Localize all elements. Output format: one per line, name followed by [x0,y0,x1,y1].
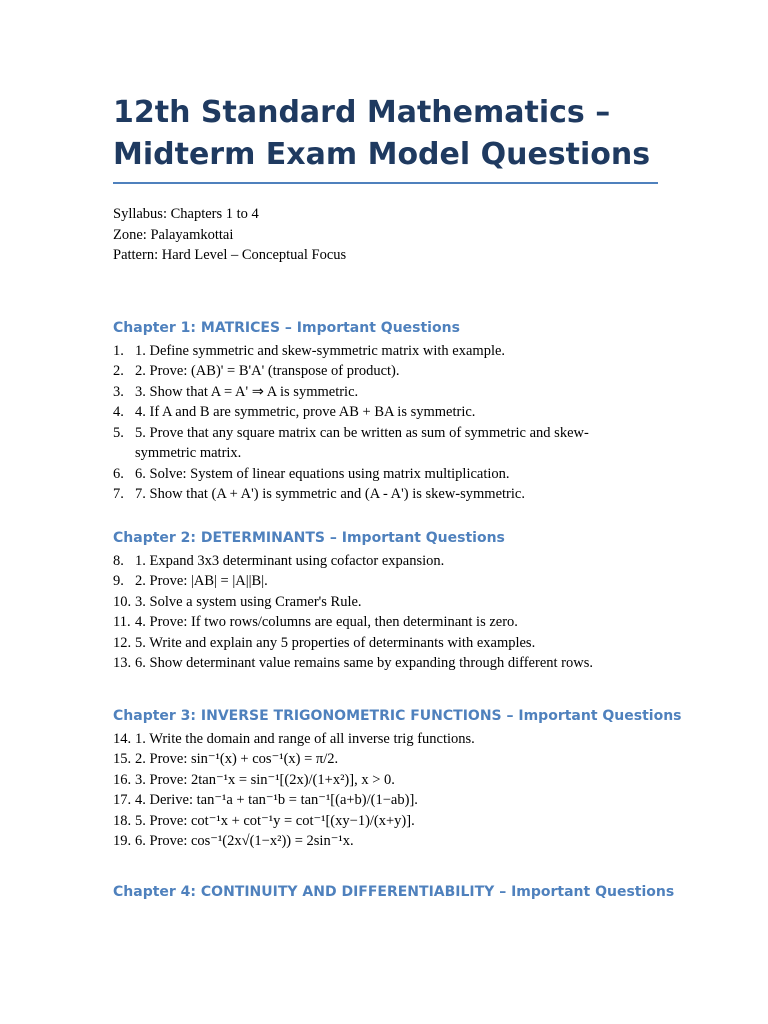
zone-line: Zone: Palayamkottai [113,226,234,243]
document-page [113,92,682,905]
question-item [113,464,658,485]
question-number: 16. [113,771,132,788]
question-item [113,729,658,750]
question-number: 7. [113,486,124,502]
syllabus-line: Syllabus: Chapters 1 to 4 [113,206,259,222]
question-text: 1. Define symmetric and skew-symmetric matrix with example. [135,342,506,359]
question-number: 2. [113,363,124,379]
question-number: 3. [113,383,124,400]
question-item [113,612,658,633]
question-number: 11. [113,614,131,630]
question-item [113,571,658,592]
question-number: 17. [113,792,132,808]
question-text: 5. Prove: cot⁻¹x + cot⁻¹y = cot⁻¹[(xy−1)/(x+y)]. [135,812,415,829]
question-item [113,402,658,423]
question-text: 1. Expand 3x3 determinant using cofactor expansion. [135,552,445,569]
question-item [113,831,658,852]
question-number: 1. [113,342,124,359]
question-list [113,341,658,505]
question-text: 6. Show determinant value remains same by expanding through different rows. [135,655,593,671]
question-number: 8. [113,552,124,569]
question-item [113,633,658,654]
question-number: 6. [113,465,124,482]
title-underline [113,182,658,184]
question-number: 19. [113,833,132,849]
question-text: 2. Prove: (AB)' = B'A' (transpose of product). [135,363,400,379]
question-text: 3. Solve a system using Cramer's Rule. [135,593,362,610]
question-item [113,653,658,674]
question-number: 5. [113,424,124,441]
question-text: 4. Prove: If two rows/columns are equal, then determinant is zero. [135,614,518,630]
question-text: 5. Write and explain any 5 properties of determinants with examples. [135,634,536,651]
question-item [113,811,658,832]
chapter-heading: Chapter 4: CONTINUITY AND DIFFERENTIABILITY – Important Questions [113,883,675,900]
question-text: 6. Solve: System of linear equations using matrix multiplication. [135,465,510,482]
question-item [113,790,658,811]
question-number: 15. [113,751,132,767]
question-number: 4. [113,404,124,420]
question-text: 5. Prove that any square matrix can be written as sum of symmetric and skew-symmetric matrix. [135,424,589,461]
question-text: 3. Prove: 2tan⁻¹x = sin⁻¹[(2x)/(1+x²)], x > 0. [135,771,395,788]
question-number: 9. [113,573,124,589]
exam-meta [113,204,658,266]
chapter-section [113,706,682,852]
question-item [113,423,658,464]
question-text: 2. Prove: sin⁻¹(x) + cos⁻¹(x) = π/2. [135,751,339,767]
chapter-heading: Chapter 2: DETERMINANTS – Important Questions [113,529,505,546]
question-text: 2. Prove: |AB| = |A||B|. [135,573,268,589]
document-title: 12th Standard Mathematics – Midterm Exam Model Questions [113,95,651,172]
question-number: 14. [113,730,132,747]
question-item [113,361,658,382]
question-list [113,729,658,852]
question-list [113,551,658,674]
question-text: 4. If A and B are symmetric, prove AB + BA is symmetric. [135,404,476,420]
question-item [113,341,658,362]
question-item [113,749,658,770]
pattern-line: Pattern: Hard Level – Conceptual Focus [113,247,347,263]
question-text: 1. Write the domain and range of all inverse trig functions. [135,730,475,747]
question-text: 3. Show that A = A' ⇒ A is symmetric. [135,383,359,400]
question-text: 6. Prove: cos⁻¹(2x√(1−x²)) = 2sin⁻¹x. [135,833,354,849]
chapter-heading: Chapter 3: INVERSE TRIGONOMETRIC FUNCTIONS – Important Questions [113,707,682,724]
question-number: 10. [113,593,132,610]
question-item [113,382,658,403]
question-item [113,592,658,613]
question-number: 12. [113,634,132,651]
question-number: 13. [113,655,132,671]
chapter-section [113,882,675,902]
question-number: 18. [113,812,132,829]
question-text: 7. Show that (A + A') is symmetric and (A - A') is skew-symmetric. [135,486,525,502]
question-text: 4. Derive: tan⁻¹a + tan⁻¹b = tan⁻¹[(a+b)/(1−ab)]. [135,792,418,808]
chapter-section [113,528,658,674]
question-item [113,484,658,505]
chapters-container [113,318,682,902]
question-item [113,551,658,572]
chapter-section [113,318,658,505]
question-item [113,770,658,791]
chapter-heading: Chapter 1: MATRICES – Important Questions [113,319,460,336]
